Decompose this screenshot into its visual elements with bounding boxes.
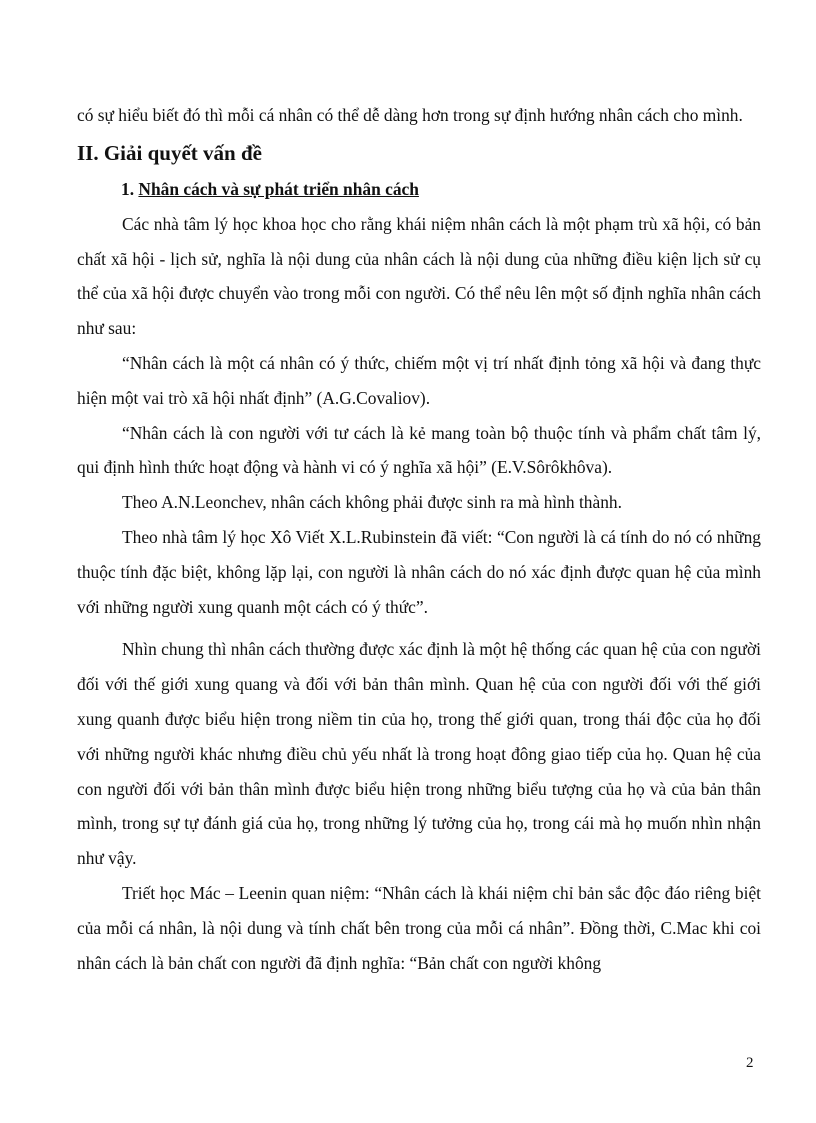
page-body — [77, 98, 761, 980]
paragraph-rubinstein-quote: Theo nhà tâm lý học Xô Viết X.L.Rubinstein đã viết: “Con người là cá tính do nó có những thuộc tính đặc biệt, không lặp lại, con người là nhân cách do nó xác định được quan hệ của mình với những người xung quanh một cách có ý thức”. — [77, 526, 761, 617]
paragraph-covaliov-quote: “Nhân cách là một cá nhân có ý thức, chiếm một vị trí nhất định tỏng xã hội và đang thực hiện một vai trò xã hội nhất định” (A.G.Covaliov). — [77, 352, 761, 408]
paragraph-sorokhova-quote: “Nhân cách là con người với tư cách là kẻ mang toàn bộ thuộc tính và phẩm chất tâm lý, qui định hình thức hoạt động và hành vi có ý nghĩa xã hội” (E.V.Sôrôkhôva). — [77, 422, 761, 478]
section-heading: II. Giải quyết vấn đề — [77, 140, 262, 165]
subsection-title: Nhân cách và sự phát triển nhân cách — [138, 178, 419, 199]
subsection-number: 1. — [121, 178, 135, 199]
paragraph-marxist-view: Triết học Mác – Leenin quan niệm: “Nhân cách là khái niệm chỉ bản sắc độc đáo riêng biệt của mỗi cá nhân, là nội dung và tính chất bên trong của mỗi cá nhân”. Đồng thời, C.Mac khi coi nhân cách là bản chất con người đã định nghĩa: “Bản chất con người không — [77, 882, 761, 973]
paragraph-leonchev: Theo A.N.Leonchev, nhân cách không phải được sinh ra mà hình thành. — [122, 492, 622, 513]
paragraph-summary: Nhìn chung thì nhân cách thường được xác định là một hệ thống các quan hệ của con người đối với thế giới xung quang và đối với bản thân mình. Quan hệ của con người đối với thế giới xung quanh được biểu hiện trong niềm tin của họ, trong thế giới quan, trong thái độc của họ đối với những người khác nhưng điều chủ yếu nhất là trong hoạt đông giao tiếp của họ. Quan hệ của con người đối với bản thân mình được biểu hiện trong những biểu tượng của họ và của bản thân mình, trong sự tự đánh giá của họ, trong những lý tưởng của họ, trong cái mà họ muốn nhìn nhận như vậy. — [77, 639, 761, 869]
paragraph-definition-intro: Các nhà tâm lý học khoa học cho rằng khái niệm nhân cách là một phạm trù xã hội, có bản chất xã hội - lịch sử, nghĩa là nội dung của nhân cách là nội dung của những điều kiện lịch sử cụ thể của xã hội được chuyển vào trong mỗi con người. Có thể nêu lên một số định nghĩa nhân cách như sau: — [77, 213, 761, 339]
subsection-heading — [77, 171, 761, 207]
paragraph-continuation: có sự hiểu biết đó thì mỗi cá nhân có thể dễ dàng hơn trong sự định hướng nhân cách cho mình. — [77, 105, 743, 125]
page-number: 2 — [746, 1055, 754, 1071]
